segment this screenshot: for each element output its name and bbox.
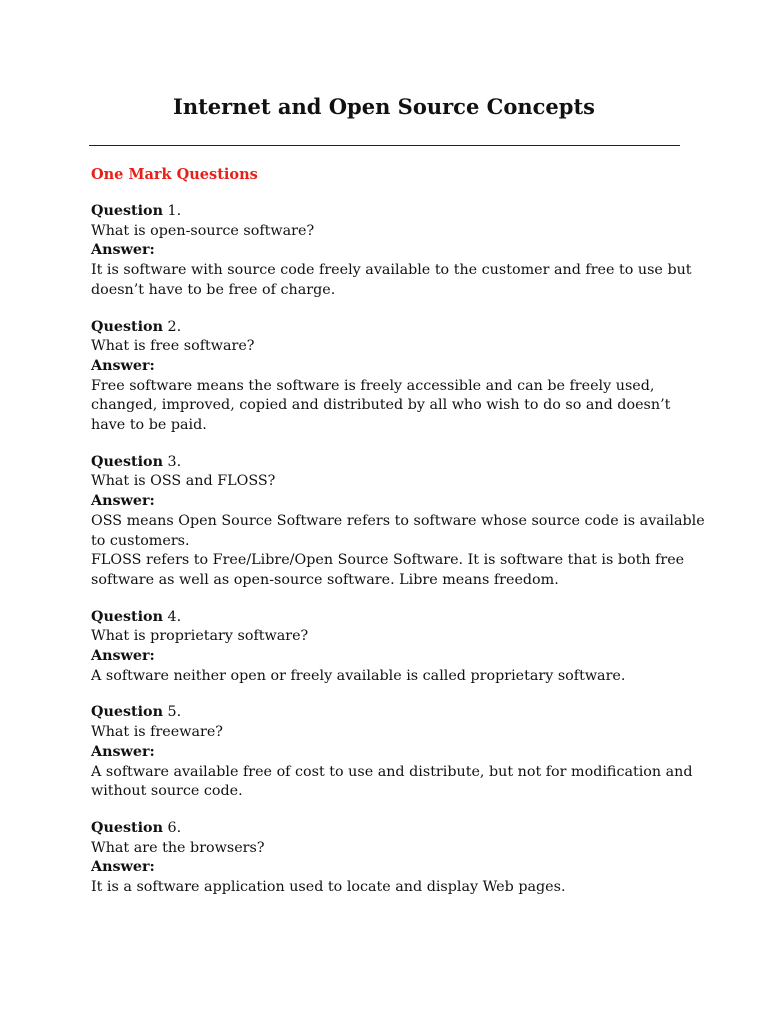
question-label: Question bbox=[91, 453, 163, 470]
question-label: Question bbox=[91, 203, 163, 219]
answer-line: Free software means the software is freely accessible and can be freely used, bbox=[91, 377, 655, 394]
answer-line: doesn’t have to be free of charge. bbox=[91, 281, 336, 298]
question-heading bbox=[91, 819, 681, 839]
answer-line: without source code. bbox=[91, 783, 243, 800]
qa-item bbox=[91, 202, 692, 301]
question-text: What is free software? bbox=[91, 338, 255, 355]
answer-line: FLOSS refers to Free/Libre/Open Source Software. It is software that is both free bbox=[91, 552, 685, 569]
question-heading bbox=[91, 608, 681, 628]
question-heading bbox=[91, 453, 681, 473]
qa-item bbox=[91, 819, 681, 898]
qa-item bbox=[91, 318, 681, 436]
answer-line: A software available free of cost to use and distribute, but not for modification and bbox=[91, 763, 693, 780]
qa-item bbox=[91, 703, 693, 802]
document-title: Internet and Open Source Concepts bbox=[173, 94, 595, 119]
question-text: What is freeware? bbox=[91, 724, 223, 741]
qa-item bbox=[91, 608, 681, 687]
question-text: What is open-source software? bbox=[91, 222, 315, 239]
answer-line: have to be paid. bbox=[91, 417, 207, 434]
answer-label: Answer: bbox=[91, 743, 155, 760]
answer-label: Answer: bbox=[91, 859, 155, 876]
question-heading bbox=[91, 703, 681, 723]
answer-label: Answer: bbox=[91, 242, 155, 259]
qa-item bbox=[91, 453, 705, 591]
answer-label: Answer: bbox=[91, 357, 155, 374]
answer-line: OSS means Open Source Software refers to software whose source code is available bbox=[91, 512, 705, 529]
answer-line: software as well as open-source software. Libre means freedom. bbox=[91, 571, 559, 588]
question-label: Question bbox=[91, 704, 163, 721]
question-heading bbox=[91, 318, 681, 338]
question-number: 1. bbox=[167, 203, 182, 219]
answer-line: It is software with source code freely available to the customer and free to use but bbox=[91, 262, 692, 279]
question-number: 5. bbox=[167, 704, 182, 721]
question-heading bbox=[91, 202, 681, 222]
title-divider bbox=[89, 145, 680, 146]
answer-line: A software neither open or freely available is called proprietary software. bbox=[91, 667, 626, 684]
question-text: What are the browsers? bbox=[91, 839, 265, 856]
question-label: Question bbox=[91, 819, 163, 836]
question-list bbox=[91, 202, 705, 915]
question-label: Question bbox=[91, 318, 163, 335]
question-text: What is OSS and FLOSS? bbox=[91, 473, 276, 490]
question-number: 6. bbox=[167, 819, 182, 836]
answer-line: It is a software application used to locate and display Web pages. bbox=[91, 879, 566, 896]
answer-label: Answer: bbox=[91, 648, 155, 665]
answer-line: changed, improved, copied and distributed by all who wish to do so and doesn’t bbox=[91, 397, 671, 414]
question-number: 2. bbox=[167, 318, 182, 335]
answer-line: to customers. bbox=[91, 532, 190, 549]
question-number: 4. bbox=[167, 608, 182, 625]
question-number: 3. bbox=[167, 453, 182, 470]
question-label: Question bbox=[91, 608, 163, 625]
question-text: What is proprietary software? bbox=[91, 628, 309, 645]
answer-label: Answer: bbox=[91, 493, 155, 510]
section-heading: One Mark Questions bbox=[91, 166, 258, 183]
